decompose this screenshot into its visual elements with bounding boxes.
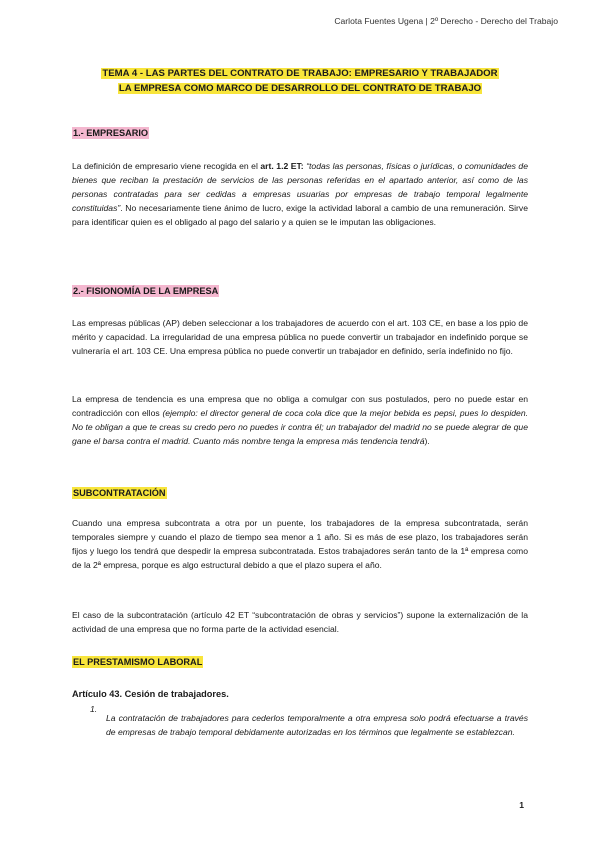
heading-empresario: 1.- EMPRESARIO (73, 128, 149, 138)
list-item-text: La contratación de trabajadores para cederlos temporalmente a otra empresa solo podrá efectuarse a través de empresas de trabajo temporal debidamente autorizadas en los términos que legalmente se establezcan. (106, 712, 528, 737)
paragraph-subcontratacion-2: El caso de la subcontratación (artículo 42 ET “subcontratación de obras y servicios”) supone la externalización de la actividad de una empresa que no forma parte de la actividad esencial. (72, 610, 528, 634)
paragraph-subcontratacion-1: Cuando una empresa subcontrata a otra por un puente, los trabajadores de la empresa subcontratada, serán temporales siempre y cuando el plazo de tiempo sea menor a 1 año. Si es más de ese plazo, los trabajadores serán fijos y luego los tendrá que despedir la empresa subcontratada. Estos trabajadores serán tanto de la 1ª empresa como de la 2ª empresa, porque es algo estructural debido a que el plazo supera el año. (72, 518, 528, 570)
title-line-2: LA EMPRESA COMO MARCO DE DESARROLLO DEL CONTRATO DE TRABAJO (118, 83, 482, 94)
article-43-title: Artículo 43. Cesión de trabajadores. (72, 689, 229, 699)
paragraph-empresario: La definición de empresario viene recogida en el art. 1.2 ET: “todas las personas, físicas o jurídicas, o comunidades de bienes que reciban la prestación de servicios de las personas referidas en el apartado anterior, así como de las personas contratadas para ser cedidas a empresas usuarias por empresas de trabajo temporal legalmente constituidas”. No necesariamente tiene ánimo de lucro, exige la actividad laboral a cambio de una remuneración. Sirve para identificar quien es el obligado al pago del salario y a quien se le imputan las obligaciones. (72, 161, 528, 227)
running-header: Carlota Fuentes Ugena | 2º Derecho - Derecho del Trabajo (334, 16, 558, 26)
heading-fisionomia: 2.- FISIONOMÍA DE LA EMPRESA (73, 286, 219, 296)
heading-prestamismo: EL PRESTAMISMO LABORAL (73, 657, 203, 667)
document-title (0, 66, 600, 96)
title-line-1: TEMA 4 - LAS PARTES DEL CONTRATO DE TRABAJO: EMPRESARIO Y TRABAJADOR (102, 68, 498, 79)
heading-subcontratacion: SUBCONTRATACIÓN (73, 488, 166, 498)
paragraph-empresas-publicas: Las empresas públicas (AP) deben seleccionar a los trabajadores de acuerdo con el art. 103 CE, en base a los ppio de mérito y capacidad. La irregularidad de una empresa pública no puede convertir un trabajador en indefinido porque se vulneraría el art. 103 CE. Una empresa pública no puede convertir un trabajador en definido, sería indefinido no fijo. (72, 318, 528, 356)
list-number: 1. (90, 704, 98, 714)
page-number: 1 (519, 800, 524, 810)
paragraph-empresa-tendencia: La empresa de tendencia es una empresa que no obliga a comulgar con sus postulados, pero no puede estar en contradicción con ellos (ejemplo: el director general de coca cola dice que la mejor bebida es pepsi, pues lo despiden. No te obligan a que te creas su credo pero no puedes ir contra él; un trabajador del madrid no se puede alegrar de que gane el barsa contra el madrid. Cuanto más nombre tenga la empresa más tendencia tendrá). (72, 394, 529, 446)
list-item-1 (90, 702, 528, 747)
